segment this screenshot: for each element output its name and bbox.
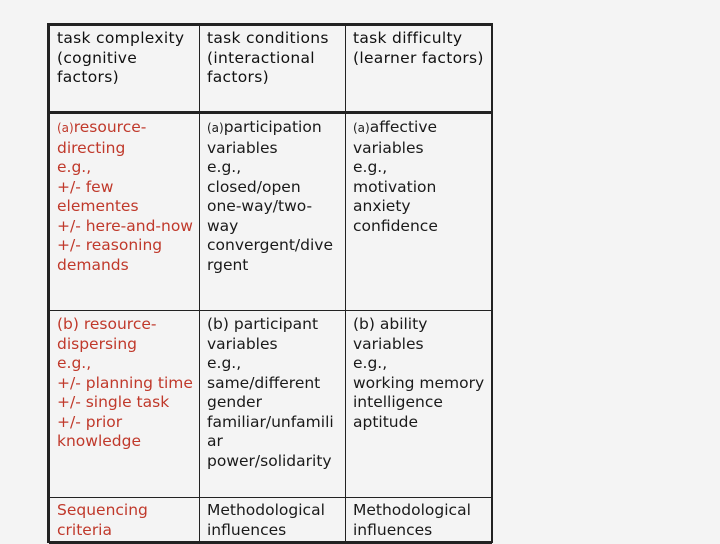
table-row — [50, 498, 492, 544]
cell-line: closed/open — [207, 177, 301, 196]
cell-line: +/- prior knowledge — [57, 412, 142, 450]
cell-line: power/solidarity — [207, 451, 332, 470]
cell-line: aptitude — [353, 412, 418, 431]
cell-methodological-influences: Methodological influences — [200, 498, 346, 544]
cell-line: affective variables — [353, 118, 438, 157]
cell-line: e.g., — [353, 158, 388, 176]
cell-line: anxiety — [353, 197, 411, 215]
cell-affective-variables — [346, 113, 492, 311]
cell-line: e.g., — [353, 354, 388, 372]
cell-line: familiar/unfamiliar — [207, 412, 334, 450]
cell-line: (b) ability variables — [353, 315, 428, 353]
cell-line: e.g., — [57, 354, 92, 372]
header-row — [50, 26, 492, 113]
header-task-conditions: task conditions (interactional factors) — [200, 26, 346, 113]
cell-participant-variables — [200, 311, 346, 498]
header-task-difficulty: task difficulty (learner factors) — [346, 26, 492, 113]
item-marker: (a) — [207, 121, 224, 135]
table-row — [50, 113, 492, 311]
cell-line: +/- few elementes — [57, 177, 139, 215]
cell-participation-variables — [200, 113, 346, 311]
cell-line: intelligence — [353, 393, 443, 411]
cell-methodological-influences: Methodological influences — [346, 498, 492, 544]
cell-line: (b) resource-dispersing — [57, 315, 157, 353]
cell-line: one-way/two-way — [207, 197, 313, 235]
cell-line: same/different gender — [207, 373, 321, 411]
cell-line: e.g., — [207, 158, 242, 176]
cell-line: working memory — [353, 373, 485, 392]
cell-resource-directing — [50, 113, 200, 311]
header-task-complexity: task complexity (cognitive factors) — [50, 26, 200, 113]
framework-table-container — [47, 23, 493, 543]
cell-line: +/- reasoning demands — [57, 236, 163, 274]
item-marker: (a) — [353, 121, 370, 135]
cell-line: resource-directing — [57, 118, 147, 157]
cell-line: e.g., — [207, 354, 242, 372]
framework-table — [49, 25, 492, 544]
cell-line: +/- here-and-now — [57, 216, 193, 235]
cell-line: +/- single task — [57, 393, 170, 411]
cell-line: e.g., — [57, 158, 92, 176]
cell-line: convergent/divergent — [207, 236, 333, 274]
cell-resource-dispersing — [50, 311, 200, 498]
table-row — [50, 311, 492, 498]
cell-line: motivation — [353, 177, 437, 196]
cell-sequencing-criteria: Sequencing criteria — [50, 498, 200, 544]
cell-line: participation variables — [207, 118, 322, 157]
cell-line: (b) participant variables — [207, 315, 319, 353]
cell-ability-variables — [346, 311, 492, 498]
item-marker: (a) — [57, 121, 74, 135]
cell-line: confidence — [353, 216, 438, 235]
cell-line: +/- planning time — [57, 373, 193, 392]
